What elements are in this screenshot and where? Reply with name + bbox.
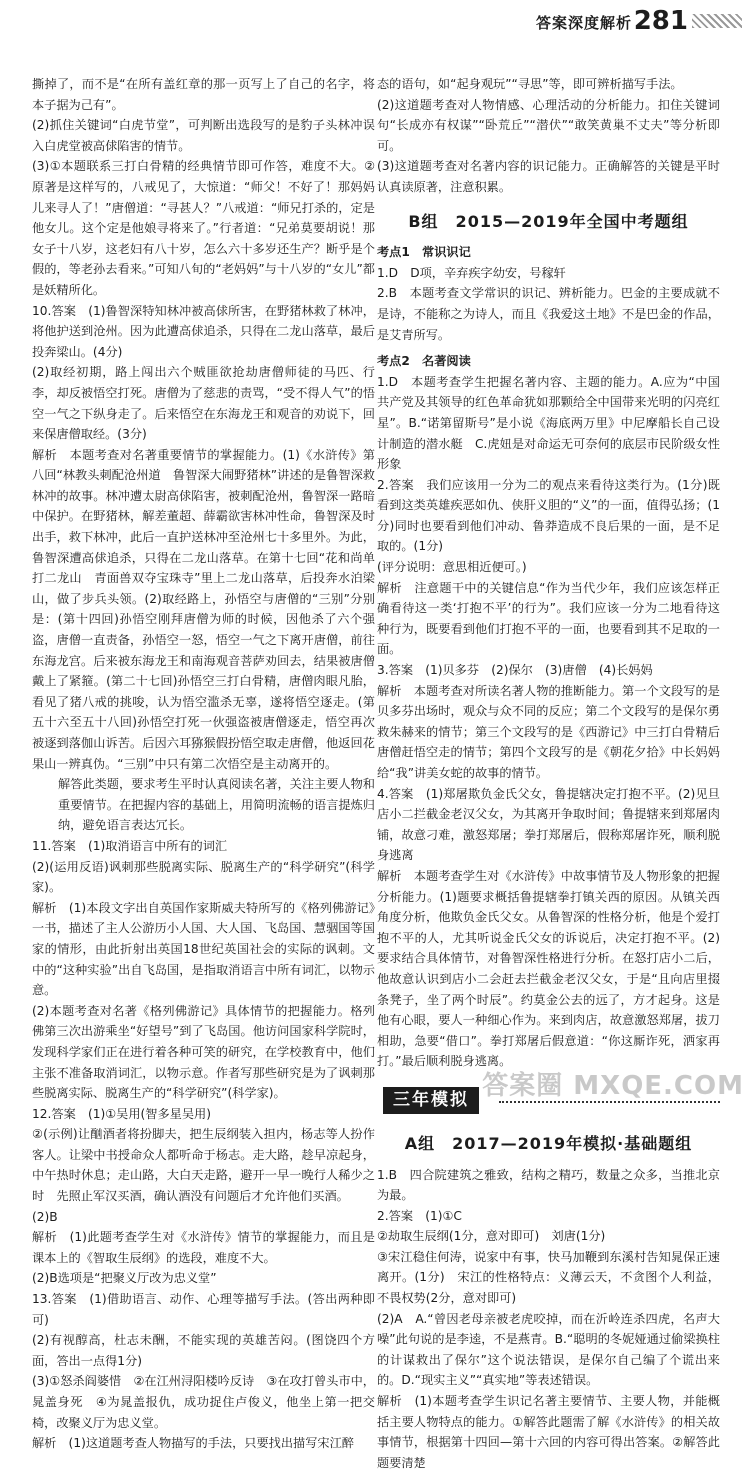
page-header [0,0,750,62]
paragraph: ③宋江稳住何涛，说家中有事，快马加鞭到东溪村告知晁保正速离开。(1分) 宋江的性格特点：义薄云天，不贪图个人利益，不畏权势(2分，意对即可) [377,1247,720,1309]
paragraph: (2)(运用反语)讽刺那些脱离实际、脱离生产的“科学研究”(科学家)。 [32,857,375,898]
topic2-block [377,372,720,1072]
paragraph: 4.答案 (1)郑屠欺负金氏父女，鲁提辖决定打抱不平。(2)见旦店小二拦截金老汉父女，为其离开争取时间；鲁提辖来到郑屠肉铺，故意刁难，激怒郑屠；拳打郑屠后，假称郑屠诈死，顺利脱身逃离 [377,784,720,866]
topic2-title: 考点2 名著阅读 [377,351,720,372]
paragraph: (2)B [32,1207,375,1228]
section-b-title: B组 2015—2019年全国中考题组 [377,212,720,233]
paragraph: 1.D 本题考查学生把握名著内容、主题的能力。A.应为“中国共产党及其领导的红色革命犹如那颗给全中国带来光明的闪亮红星”。B.“诺第留斯号”是小说《海底两万里》中尼摩船长自己设计制造的潜水艇 C.虎妞是对命运无可奈何的底层市民阶级女性形象 [377,372,720,475]
paragraph: 2.答案 我们应该用一分为二的观点来看待这类行为。(1分)既看到这类英雄疾恶如仇、侠肝义胆的“义”的一面，值得弘扬；(1分)同时也要看到他们冲动、鲁莽造成不良后果的一面，是不足取的。(1分) [377,475,720,557]
paragraph: 解析 (1)本段文字出自英国作家斯威夫特所写的《格列佛游记》一书，描述了主人公游历小人国、大人国、飞岛国、慧骃国等国家的情形，由此折射出英国18世纪英国社会的实际的讽刺。文中的“这种实验”出自飞岛国，是指取消语言中所有词汇，以物示意。 [32,898,375,1001]
right-top-block [377,74,720,198]
topic1-block [377,263,720,345]
paragraph: 11.答案 (1)取消语言中所有的词汇 [32,836,375,857]
paragraph: 2.B 本题考查文学常识的识记、辨析能力。巴金的主要成就不是诗，不能称之为诗人，而且《我爱这土地》不是巴金的作品，是艾青所写。 [377,283,720,345]
paragraph: (2)有视醇高，杜志未酬，不能实现的英雄苦闷。(图饶四个方面，答出一点得1分) [32,1330,375,1371]
paragraph: (2)本题考查对名著《格列佛游记》具体情节的把握能力。格列佛第三次出游乘坐“好望号”到了飞岛国。他访问国家科学院时，发现科学家们正在进行着各种可笑的研究，在学校教育中，他们主张不准备取消词汇，以物示意。作者写那些研究是为了讽刺那些脱离实际、脱离生产的“科学研究”(科学家)。 [32,1001,375,1104]
paragraph: (2)B选项是“把聚义厅改为忠义堂” [32,1268,375,1289]
paragraph: ②(示例)让酗酒者将扮脚夫，把生辰纲装入担内，杨志等人扮作客人。让梁中书授命众人都听命于杨志。走大路，趁早凉起身，中午热时休息；走山路，大白天走路，避开一早一晚行人稀少之时 先照止军汉买酒，确认酒没有问题后才允许他们买酒。 [32,1124,375,1206]
section-a-block [377,1165,720,1473]
paragraph: (3)①本题联系三打白骨精的经典情节即可作答，难度不大。②原著是这样写的，八戒见了，大惊道：“师父！不好了！那妈妈儿来寻人了！”唐僧道：“寻甚人？”八戒道：“师兄打杀的，定是他女儿。这个定是他娘寻将来了。”行者道：“兄弟莫要胡说！那女子十八岁，这老妇有八十岁，怎么六十多岁还生产？断乎是个假的，等老孙去看来。”可知八旬的“老妈妈”与十八岁的“女儿”都是妖精所化。 [32,156,375,300]
paragraph: (评分说明：意思相近便可。) [377,557,720,578]
paragraph: (2)抓住关键词“白虎节堂”，可判断出选段写的是豹子头林冲误入白虎堂被高俅陷害的情节。 [32,115,375,156]
right-column [377,74,720,1473]
paragraph: 态的语句，如“起身观玩”“寻思”等，即可辨析描写手法。 [377,74,720,95]
paragraph: (2)取经初期，路上闯出六个贼匪欲抢劫唐僧师徒的马匹、行李，却反被悟空打死。唐僧为了慈悲的责骂，“受不得人气”的悟空一气之下纵身走了。后来悟空在东海龙王和观音的劝说下，回来保唐僧取经。(3分) [32,362,375,444]
paragraph: 12.答案 (1)①吴用(智多星吴用) [32,1104,375,1125]
paragraph: 解答此类题，要求考生平时认真阅读名著，关注主要人物和重要情节。在把握内容的基础上，用简明流畅的语言提炼归纳，避免语言表达冗长。 [32,774,375,836]
paragraph: 解析 注意题干中的关键信息“作为当代少年，我们应该怎样正确看待这一类‘打抱不平’的行为”。我们应该一分为二地看待这种行为，既要看到他们打抱不平的一面，也要看到其不足取的一面。 [377,578,720,660]
paragraph: (3)①怒杀阎婆惜 ②在江州浔阳楼吟反诗 ③在攻打曾头市中，晁盖身死 ④为晁盖报仇，成功捉住卢俊义，他坐上第一把交椅，改聚义厅为忠义堂。 [32,1371,375,1433]
paragraph: 2.答案 (1)①C [377,1206,720,1227]
paragraph: 撕掉了，而不是“在所有盖红章的那一页写上了自己的名字，将本子据为己有”。 [32,74,375,115]
paragraph: 解析 本题考查学生对《水浒传》中故事情节及人物形象的把握分析能力。(1)题要求概括鲁提辖拳打镇关西的原因。从镇关西角度分析，他欺负金氏父女。从鲁智深的性格分析，他是个爱打抱不平的人，尤其听说金氏父女的诉说后，决定打抱不平。(2)要求结合具体情节，对鲁智深性格进行分析。在怒打店小二后，他故意认识到店小二会赶去拦截金老汉父女，于是“且向店里掇条凳子，坐了两个时辰”。约莫金公去的远了，方才起身。这是他有心眼，要人一种细心作为。来到肉店，故意激怒郑屠，拔刀相助，急要“借口”。拳打郑屠后假意道：“你这厮诈死，洒家再打。”最后顺利脱身逃离。 [377,866,720,1072]
banner-label: 三年模拟 [383,1087,479,1114]
paragraph: 解析 (1)这道题考查人物描写的手法，只要找出描写宋江醉 [32,1433,375,1454]
section-a-title: A组 2017—2019年模拟·基础题组 [377,1134,720,1155]
page-number: 281 [634,6,688,36]
topic1-title: 考点1 常识识记 [377,242,720,263]
paragraph: 解析 (1)此题考查学生对《水浒传》情节的掌握能力，而且是课本上的《智取生辰纲》的选段，难度不大。 [32,1227,375,1268]
header-decoration [692,14,742,28]
paragraph: 1.B 四合院建筑之雅致，结构之精巧，数量之众多，当推北京为最。 [377,1165,720,1206]
header-label: 答案深度解析 [536,12,632,33]
paragraph: 1.D D项，辛弃疾字幼安，号稼轩 [377,263,720,284]
paragraph: (3)这道题考查对名著内容的识记能力。正确解答的关键是平时认真读原著，注意积累。 [377,156,720,197]
paragraph: 3.答案 (1)贝多芬 (2)保尔 (3)唐僧 (4)长妈妈 [377,660,720,681]
paragraph: 解析 本题考查对名著重要情节的掌握能力。(1)《水浒传》第八回“林教头刺配沧州道 鲁智深大闹野猪林”讲述的是鲁智深救林冲的故事。林冲遭太尉高俅陷害，被刺配沧州，鲁智深一路暗中保护。在野猪林，解差董超、薛霸欲害林冲性命，鲁智深及时出手，救下林冲，此后一直护送林冲至沧州七十多里外。为此，鲁智深遭高俅追杀，只得在二龙山落草。在第十七回“花和尚单打二龙山 青面兽双夺宝珠寺”里上二龙山落草，后投奔水泊梁山，做了步兵头领。(2)取经路上，孙悟空与唐僧的“三别”分别是：(第十四回)孙悟空刚拜唐僧为师的时候，因他杀了六个强盗，唐僧一直责备，孙悟空一怒，悟空一气之下离开唐僧，前往东海龙宫。后来被东海龙王和南海观音菩萨劝回去，结果被唐僧戴上了紧箍。(第二十七回)孙悟空三打白骨精，唐僧肉眼凡胎，看见了猪八戒的挑唆，认为悟空滥杀无辜，遂将悟空逐走。(第五十六至五十八回)孙悟空打死一伙强盗被唐僧逐走，悟空再次被逐到落伽山诉苦。后因六耳猕猴假扮悟空取走唐僧，他返回花果山一辨真伪。“三别”中只有第二次悟空是主动离开的。 [32,445,375,775]
paragraph: 13.答案 (1)借助语言、动作、心理等描写手法。(答出两种即可) [32,1289,375,1330]
paragraph: (2)A A.“曾因老母亲被老虎咬掉，而在沂岭连杀四虎，名声大噪”此句说的是李逵，不是燕青。B.“聪明的冬妮娅通过偷梁换柱的计谋救出了保尔”这个说法错误，是保尔自己编了个谎出来的。D.“现实主义”“真实地”等表述错误。 [377,1309,720,1391]
paragraph: 10.答案 (1)鲁智深特知林冲被高俅所害，在野猪林救了林冲，将他护送到沧州。因为此遭高俅追杀，只得在二龙山落草，最后投奔梁山。(4分) [32,301,375,363]
left-column [32,74,375,1454]
paragraph: 解析 (1)本题考查学生识记名著主要情节、主要人物，并能概括主要人物特点的能力。①解答此题需了解《水浒传》的相关故事情节，根据第十四回—第十六回的内容可得出答案。②解答此题要清楚 [377,1391,720,1473]
paragraph: (2)这道题考查对人物情感、心理活动的分析能力。扣住关键词句“长成亦有权谋”“卧荒丘”“潜伏”“敢笑黄巢不丈夫”等分析即可。 [377,95,720,157]
paragraph: ②劫取生辰纲(1分，意对即可) 刘唐(1分) [377,1226,720,1247]
watermark: 答案圈 MXQE.COM [482,1065,744,1102]
paragraph: 解析 本题考查对所读名著人物的推断能力。第一个文段写的是贝多芬出场时，观众与众不同的反应；第二个文段写的是保尔勇救朱赫来的情节；第三个文段写的是《西游记》中三打白骨精后唐僧赶悟空走的情节；第四个文段写的是《朝花夕拾》中长妈妈给“我”讲美女蛇的故事的情节。 [377,681,720,784]
